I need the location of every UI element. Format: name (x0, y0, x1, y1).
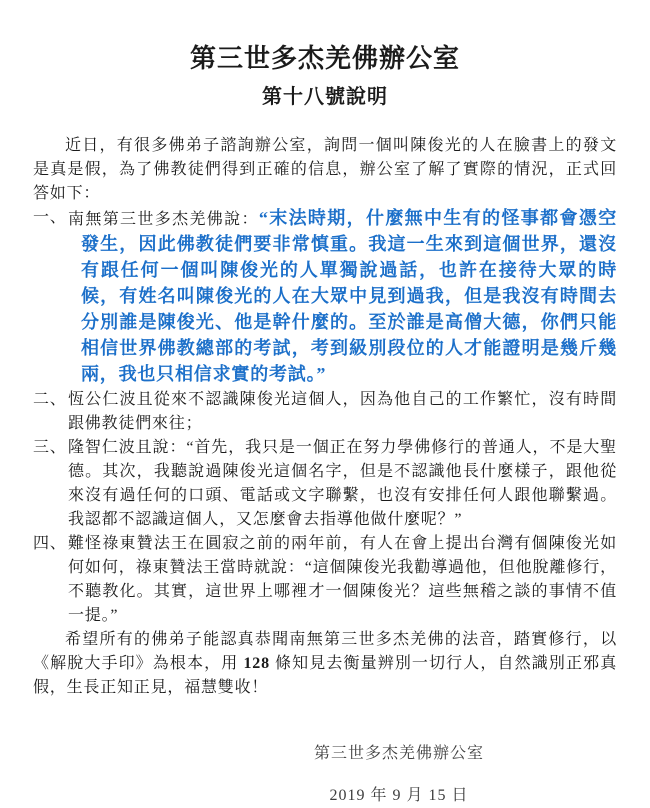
date-line: 2019 年 9 月 15 日 (329, 787, 469, 804)
page-title: 第三世多杰羌佛辦公室 (189, 44, 460, 73)
list-item-1 (33, 206, 617, 388)
item-2-number: 二、 (33, 391, 67, 408)
signature: 第三世多杰羌佛辦公室 (313, 745, 484, 762)
buddha-quote: “末法時期，什麼無中生有的怪事都會憑空發生，因此佛教徒們要非常慎重。我這一生來到這個世界，還沒有跟任何一個叫陳俊光的人單獨說過話，也許在接待大眾的時候，有姓名叫陳俊光的人在大眾中見到過我，但是我沒有時間去分別誰是陳俊光、他是幹什麼的。至於誰是高僧大德，你們只能相信世界佛教總部的考試，考到級別段位的人才能證明是幾斤幾兩，我也只相信求實的考試。” (81, 208, 617, 384)
item-4-number: 四、 (33, 535, 67, 552)
closing-number: 128 (243, 655, 270, 672)
item-1-number: 一、 (33, 209, 67, 226)
closing-post: 條知見去衡量辨別一切行人，自然識別正邪真假，生長正知正見，福慧雙收！ (33, 655, 617, 696)
list-item-2 (33, 388, 617, 436)
closing-paragraph (33, 628, 617, 700)
item-2-text: 恆公仁波且從來不認識陳俊光這個人，因為他自己的工作繁忙，沒有時間跟佛教徒們來往； (68, 391, 617, 432)
item-1-text (68, 206, 617, 388)
list-item-3 (33, 436, 617, 532)
page-subtitle: 第十八號說明 (262, 86, 388, 108)
item-1-lead: 南無第三世多杰羌佛說： (68, 211, 259, 228)
item-4-text: 難怪祿東贊法王在圓寂之前的兩年前，有人在會上提出台灣有個陳俊光如何如何，祿東贊法王當時就說：“這個陳俊光我勸導過他，但他脫離修行，不聽教化。其實，這世界上哪裡才一個陳俊光？這些無稽之談的事情不值一提。” (68, 535, 617, 624)
item-3-text: 隆智仁波且說：“首先，我只是一個正在努力學佛修行的普通人，不是大聖德。其次，我聽說過陳俊光這個名字，但是不認識他長什麼樣子，跟他從來沒有過任何的口頭、電話或文字聯繫，也沒有安排任何人跟他聯繫過。我認都不認識這個人，又怎麼會去指導他做什麼呢？” (68, 439, 617, 528)
list-item-4 (33, 532, 617, 628)
intro-paragraph: 近日，有很多佛弟子諮詢辦公室，詢問一個叫陳俊光的人在臉書上的發文是真是假，為了佛教徒們得到正確的信息，辦公室了解了實際的情況，正式回答如下： (33, 137, 617, 202)
document-footer (33, 742, 617, 808)
closing-pre: 希望所有的佛弟子能認真恭聞南無第三世多杰羌佛的法音，踏實修行，以《解脫大手印》為根本，用 (33, 631, 617, 672)
item-3-number: 三、 (33, 439, 67, 456)
